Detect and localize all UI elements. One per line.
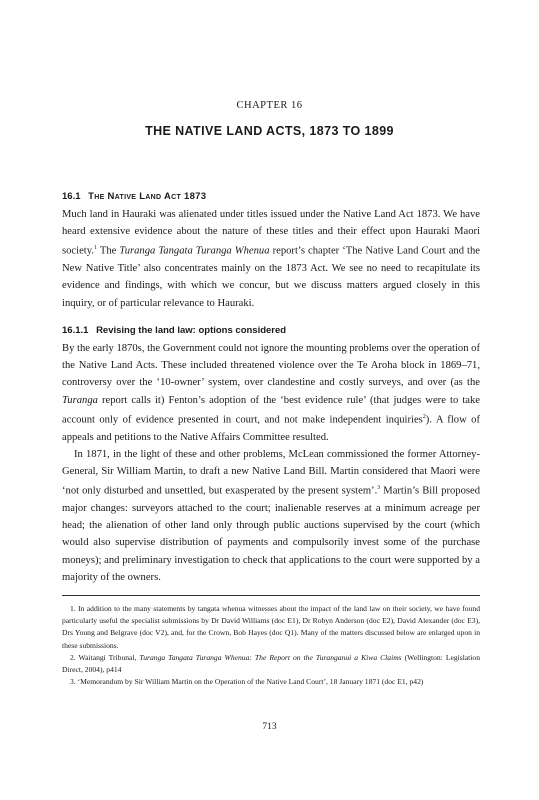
text-run: In 1871, in the light of these and other problems, McLean commissioned the former Attorney-General, Sir William Martin, to draft a new Native Land Bill. Martin considered that Maori were ‘not only disturbed and unsettled, but exasperated by the present system’. [62,448,480,497]
chapter-title: THE NATIVE LAND ACTS, 1873 TO 1899 [145,124,394,138]
section-16-1-body [62,206,480,312]
footnote-divider [62,595,480,596]
footnote-ref: 2 [422,413,426,420]
footnotes [62,603,480,688]
text-run: report’s chapter ‘The Native Land Court and the New Native Title’ also concentrates mainly on the 1873 Act. We see no need to recapitulate its evidence and findings, with which we concur, but we discuss matters argued closely in this inquiry, or of particular relevance to Hauraki. [62,245,480,309]
section-title: The Native Land Act 1873 [88,191,207,202]
report-title: Turanga [62,394,98,406]
paragraph [62,340,480,446]
paragraph [62,446,480,586]
paragraph [62,206,480,312]
page-number: 713 [262,722,277,732]
text-run: ). A flow of appeals and petitions to the Native Affairs Committee resulted. [62,414,480,443]
report-title: Turanga Tangata Turanga Whenua [119,245,270,257]
text-run: The [96,245,120,257]
footnote [62,652,480,676]
report-title: Turanga Tangata Turanga Whenua: The Report on the Turanganui a Kiwa Claims [139,652,402,662]
text-run: By the early 1870s, the Government could not ignore the mounting problems over the operation of the Native Land Acts. These included threatened violence over the Te Aroha block in 1869–71, controversy over the ‘10-owner’ system, over clandestine and costly surveys, and over (as the [62,343,480,389]
text-run: Martin’s Bill proposed major changes: surveyors attached to the court; inalienable reserves at a minimum acreage per head; the alienation of other land only through public auctions supervised by the court (which would also supervise distribution of payments and compulsorily invest some of the purchase moneys); and preliminary investigation to check that applications to the court were supported by a majority of the owners. [62,485,481,583]
footnote-ref: 3 [377,485,381,492]
footnote: 1. In addition to the many statements by tangata whenua witnesses about the impact of the land law on their society, we have found particularly useful the specialist submissions by Dr David Williams (doc E1), Dr Robyn Anderson (doc E2), David Alexander (doc E3), Drs Young and Belgrave (doc V2), and, for the Crown, Bob Hayes (doc Q1). Many of the matters discussed below are enlarged upon in these submissions. [62,604,480,650]
section-number: 16.1.1 [62,325,89,336]
text-run: Much land in Hauraki was alienated under titles issued under the Native Land Act 1873. We have heard extensive evidence about the nature of these titles and their effect upon Hauraki Maori society. [62,209,480,257]
section-heading-16-1 [62,191,482,202]
footnote-ref: 1 [93,245,97,252]
section-heading-16-1-1 [62,325,482,336]
footnote: 3. ‘Memorandum by Sir William Martin on the Operation of the Native Land Court’, 18 January 1871 (doc E1, p42) [70,677,424,687]
chapter-label: CHAPTER 16 [236,100,303,111]
section-number: 16.1 [62,191,81,202]
section-16-1-1-body [62,340,480,586]
section-title: Revising the land law: options considered [96,325,287,336]
text-run: (Wellington: Legislation Direct, 2004), p414 [62,652,480,675]
text-run: report calls it) Fenton’s adoption of the ‘best evidence rule’ (that judges were to take account only of evidence presented in court, and not make independent inquiries [62,394,480,426]
text-run: 2. Waitangi Tribunal, [70,652,140,662]
